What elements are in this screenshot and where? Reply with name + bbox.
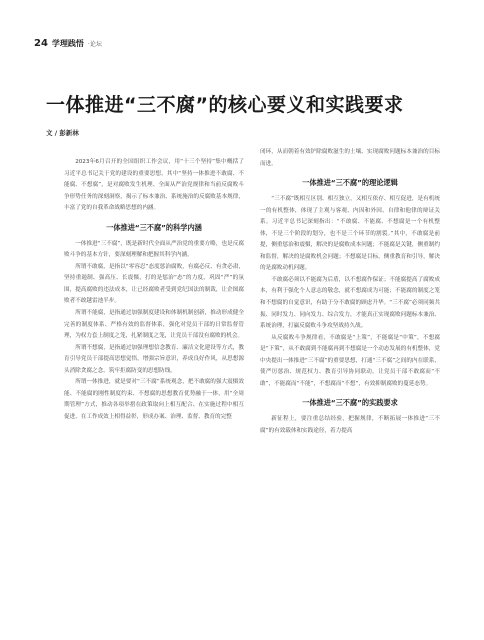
body-paragraph: 所谓不想腐，是指通过加强理想信念教育、廉洁文化建设等方式，教育引导党员干部提高思想觉悟，增强宗旨意识，养成良好作风，从思想源头消除贪腐之念，筑牢拒腐防变的思想防线。: [64, 344, 244, 374]
body-paragraph: 一体推进“三不腐”，既是新时代全面从严治党的重要方略，也是反腐败斗争的基本方针，要深刻理解和把握其科学内涵。: [64, 240, 244, 259]
body-paragraph: 闭环，从而朝着有效铲除腐败滋生的土壤、实现腐败问题标本兼治的目标而进。: [260, 149, 440, 167]
section-heading: 一体推进“三不腐”的科学内涵: [106, 222, 202, 232]
section-heading: 一体推进“三不腐”的理论逻辑: [302, 178, 398, 188]
body-paragraph: “三不腐”既相互区别、相互独立，又相互依存、相互促进，是有机统一的有机整体，体现了主观与客观、内因和外因、自律和他律的辩证关系。习近平总书记深刻指出：“不敢腐、不能腐、不想腐是一个有机整体，不是三个阶段的划分，也不是三个环节的割裂。”其中，不敢腐是前提，侧重惩治和震慑，解决的是腐败成本问题；不能腐是关键，侧重制约和监督，解决的是腐败机会问题；不想腐是目标，侧重教育和引导，解决的是腐败动机问题。: [260, 196, 440, 272]
body-paragraph: 从反腐败斗争规律看，不敢腐是“上策”，不能腐是“中策”，不想腐是“下策”，从不敢腐到不能腐再到不想腐是一个动态发展的有机整体，党中央提出一体推进“三不腐”的重要思想，打通“三不腐”之间的内在联系，使严厉惩治、规范权力、教育引导协同联动，让党员干部不敢腐而“不敢”，不能腐而“不能”，不想腐而“不想”，有效抑制腐败的蔓延态势。: [260, 334, 440, 387]
page-header: [34, 38, 102, 49]
body-paragraph: 所谓一体推进，就是要对“三不腐”系统观念，把不敢腐的强大震慑效能、不能腐的刚性制度约束、不想腐的思想教育优势融于一体，用“全周期管理”方式，推动各项举措在政策取向上相互配合、在实施过程中相互促进、在工作成效上相得益彰，形成办案、治理、监督、教育的完整: [64, 379, 244, 420]
body-paragraph: 不敢腐必须以不能腐为后盾，以不想腐作保证；不能腐提高了腐败成本，有利于强化个人意志的敬念，就不想腐成为可能；不能腐的制度之笼和不想腐的自觉意识，有助于分不敢腐的顾虑升华。“三不腐”必须同频共振、同时发力、同向发力、综合发力，才能真正实现腐败问题标本兼治、系统治理，打赢反腐败斗争攻坚战持久战。: [260, 276, 440, 330]
body-paragraph: 新征程上，要注重总结经验，把握规律，不断拓展一体推进“三不腐”的有效载体和实践途径，着力提高: [260, 416, 440, 434]
author-name: 彭新林: [59, 129, 79, 137]
left-text-column: [64, 157, 244, 423]
section-name: ·论坛: [87, 41, 102, 48]
body-paragraph: 所谓不能腐，是指通过加强制度建设和体制机制创新，推动形成健全完善的制度体系、严格有效的监督体系，强化对党员干部的日常监督管理，为权力套上制度之笼，扎紧制度之笼，让党员干部没有腐败的机会。: [64, 310, 244, 340]
body-paragraph: 所谓不敢腐，是指以“零容忍”态度惩治腐败，有腐必反、有贪必肃，坚持重遏制、强高压、长震慑，打的是惩治“态”的力度，巩固“严”的氛围，提高腐败的违法成本，让已经腐败者受到党纪国法的制裁，让企图腐败者不敢越雷池半步。: [64, 263, 244, 305]
article-title: 一体推进“三不腐”的核心要义和实践要求: [46, 94, 404, 116]
body-paragraph: 2023年6月召开的全国组织工作会议，用“十三个坚持”集中概括了习近平总书记关于党的建设的重要思想，其中“坚持一体推进不敢腐、不能腐、不想腐”，是对腐败发生机理、全面从严治党规律和当前反腐败斗争形势任务的深刻洞察，揭示了标本兼治、系统施治的反腐败基本规律，丰富了党的自我革命战略思想的内涵。: [64, 159, 244, 212]
section-heading: 一体推进“三不腐”的实践要求: [302, 398, 398, 408]
author-line: 文 / 彭新林: [46, 129, 79, 137]
magazine-name: 学理践悟: [51, 39, 84, 48]
right-text-column: [260, 147, 440, 437]
page-number: 24: [34, 38, 48, 49]
author-prefix: 文: [46, 129, 53, 137]
